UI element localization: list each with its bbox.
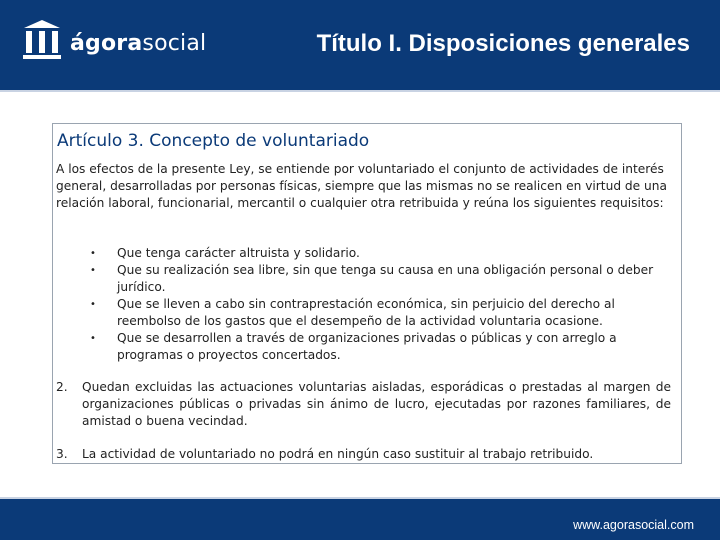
bullet-icon: • [90, 265, 96, 276]
numbered-item [56, 379, 671, 430]
numbered-item [56, 446, 671, 463]
article-title: Artículo 3. Concepto de voluntariado [57, 131, 370, 151]
item-text: La actividad de voluntariado no podrá en ningún caso sustituir al trabajo retribuido. [82, 447, 594, 461]
item-number: 2. [56, 380, 68, 394]
footer-bar [0, 499, 720, 540]
bullet-icon: • [90, 299, 96, 310]
list-item-text: Que se lleven a cabo sin contraprestación económica, sin perjuicio del derecho al reembolso de los gastos que el desempeño de la actividad voluntaria ocasione. [117, 297, 615, 328]
list-item-text: Que se desarrollen a través de organizaciones privadas o públicas y con arreglo a programas o proyectos concertados. [117, 331, 617, 362]
list-item [53, 262, 673, 296]
item-text: Quedan excluidas las actuaciones voluntarias aisladas, esporádicas o prestadas al margen de organizaciones públicas o privadas sin ánimo de lucro, ejecutadas por razones familiares, de amistad o buena vecindad. [82, 380, 671, 428]
item-number: 3. [56, 447, 68, 461]
columns-building-icon [22, 18, 62, 62]
bullet-icon: • [90, 248, 96, 259]
article-intro: A los efectos de la presente Ley, se entiende por voluntariado el conjunto de actividades de interés general, desarrolladas por personas físicas, siempre que las mismas no se realicen en virtud de una relación laboral, funcionarial, mercantil o cualquier otra retribuida y reúna los siguientes requisitos: [56, 162, 667, 210]
list-item [53, 296, 673, 330]
list-item-text: Que tenga carácter altruista y solidario. [117, 246, 360, 260]
logo-text-light: social [142, 31, 207, 56]
logo-text [70, 31, 206, 56]
logo-text-bold: ágora [70, 31, 143, 56]
requirements-list [53, 245, 683, 364]
list-item [53, 330, 673, 364]
list-item-text: Que su realización sea libre, sin que tenga su causa en una obligación personal o deber jurídico. [117, 263, 654, 294]
website-link[interactable]: www.agorasocial.com [573, 518, 694, 532]
logo[interactable] [22, 18, 222, 68]
list-item [53, 245, 673, 262]
header-bar [0, 0, 720, 90]
page-title: Título I. Disposiciones generales [316, 30, 690, 57]
bullet-icon: • [90, 333, 96, 344]
article-box [52, 123, 682, 464]
header-divider [0, 90, 720, 92]
